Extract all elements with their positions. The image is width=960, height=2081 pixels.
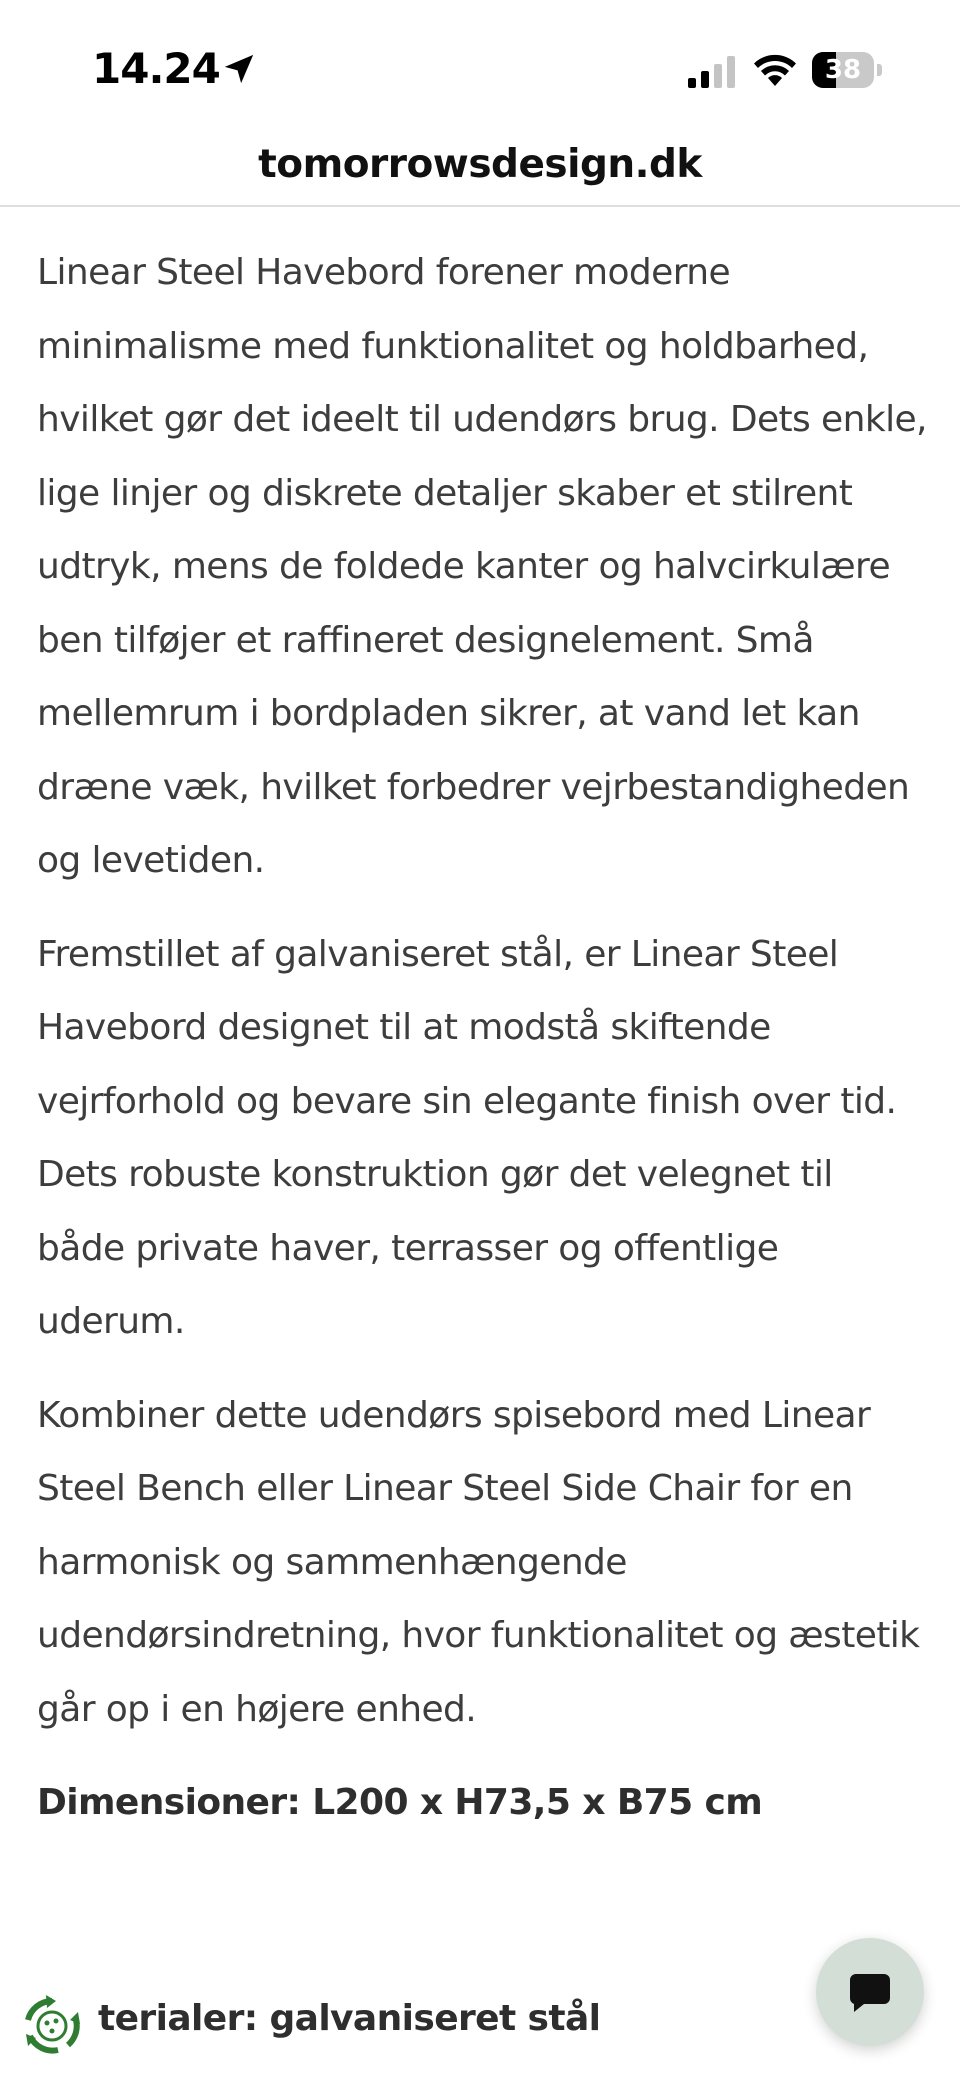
battery-level: 38 [824,55,862,85]
battery-icon [812,52,884,88]
wifi-icon [752,52,798,88]
chat-bubble-icon [848,1970,892,2014]
product-description [37,236,927,1840]
description-paragraph: Fremstillet af galvaniseret stål, er Linear Steel Havebord designet til at modstå skiftende vejrforhold og bevare sin elegante finish over tid. Dets robuste konstruktion gør det velegnet til både private haver, terrasser og offentlige uderum. [37,933,897,1342]
status-time: 14.24 [92,44,220,93]
chat-button[interactable] [816,1938,924,2046]
url-text[interactable]: tomorrowsdesign.dk [258,142,702,187]
battery-cap [877,64,882,76]
materials-spec: terialer: galvaniseret stål [98,1998,601,2039]
address-bar[interactable] [0,130,960,207]
cellular-signal-icon [688,56,736,88]
dimensions-spec: Dimensioner: L200 x H73,5 x B75 cm [37,1782,763,1823]
location-arrow-icon [222,52,256,86]
recycle-badge-icon[interactable] [16,1990,88,2062]
battery-body [812,52,874,88]
status-bar [0,0,960,130]
description-paragraph: Kombiner dette udendørs spisebord med Linear Steel Bench eller Linear Steel Side Chair for en harmonisk og sammenhængende udendørsindretning, hvor funktionalitet og æstetik går op i en højere enhed. [37,1394,920,1730]
description-paragraph: Linear Steel Havebord forener moderne minimalisme med funktionalitet og holdbarhed, hvilket gør det ideelt til udendørs brug. Dets enkle, lige linjer og diskrete detaljer skaber et stilrent udtryk, mens de foldede kanter og halvcirkulære ben tilføjer et raffineret designelement. Små mellemrum i bordpladen sikrer, at vand let kan dræne væk, hvilket forbedrer vejrbestandigheden og levetiden. [37,252,927,881]
